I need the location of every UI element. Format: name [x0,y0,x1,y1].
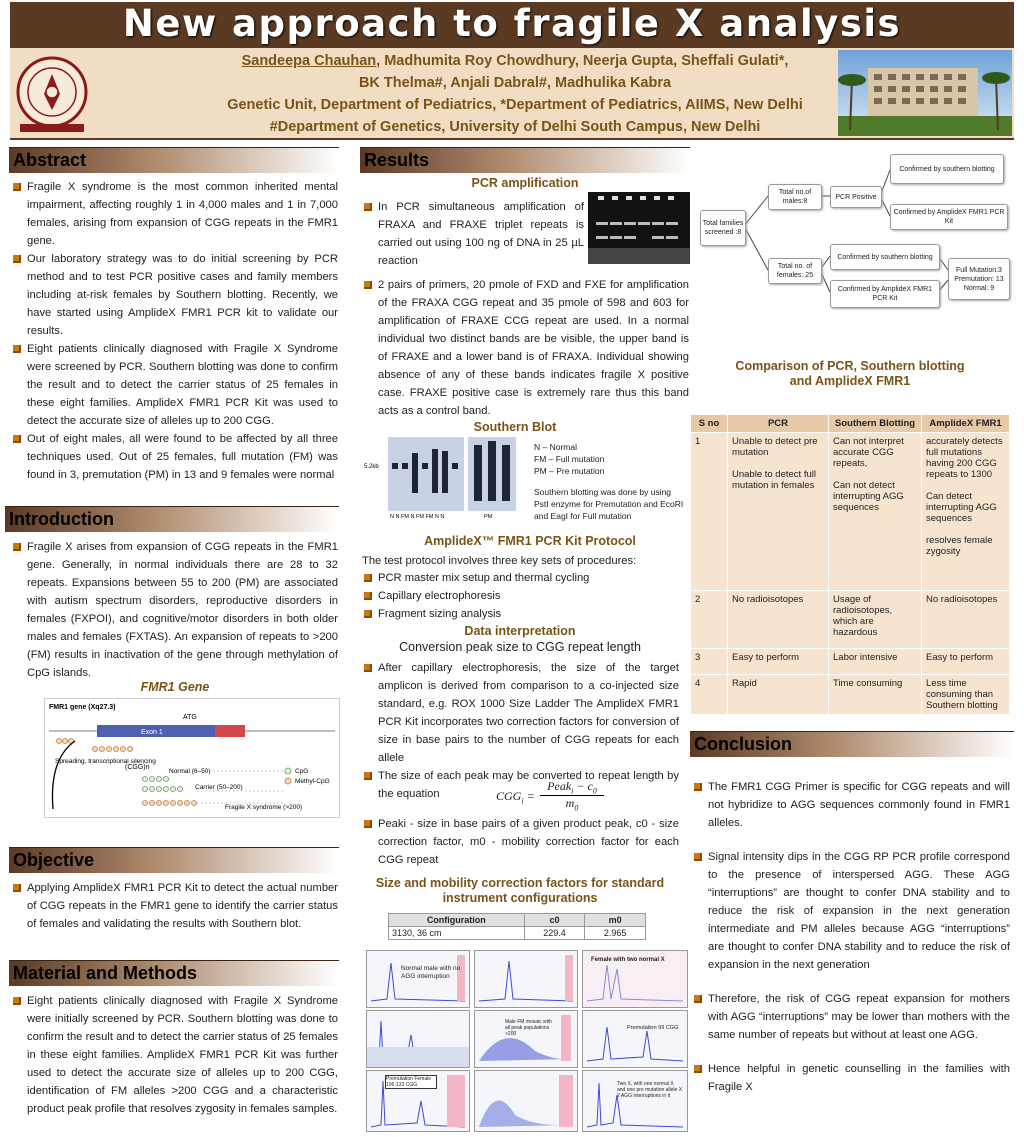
blot-size-label: 5.2kb [364,464,379,470]
comparison-cell: Rapid [728,675,829,715]
amplidex-steps [362,569,682,623]
amplidex-intro: The test protocol involves three key sets of procedures: [362,555,637,567]
pcr-amplification-title: PCR amplification [471,176,579,190]
amplidex-protocol-title: AmplideX™ FMR1 PCR Kit Protocol [424,534,636,548]
conclusion-item: Hence helpful in genetic counselling in the families with Fragile X [692,1060,1010,1096]
introduction-heading: Introduction [5,506,339,532]
comparison-cell: Can not interpret accurate CGG repeats, Can not detect interrupting AGG sequences [829,433,922,591]
spreading-label: Spreading, transcriptional silencing [55,758,156,765]
southern-note: Southern blotting was done by using PstI enzyme for Premutation and EcoRI and EagI for Full mutation [534,487,684,521]
objective-item: Applying AmplideX FMR1 PCR Kit to detect the actual number of CGG repeats in the FMR1 gene to identify the carrier status of females and validating the results with Southern blot. [11,879,338,933]
conclusion-item: Signal intensity dips in the CGG RP PCR profile correspond to the presence of interspersed AGG. These AGG “interruptions” are thought to confer DNA stability and to reduce the risk of expansion in the next generation intermediate and PM alleles because AGG “interruptions” are thought to confer DNA stability and to reduce the risk of expansion in the next generation [692,848,1010,974]
comparison-header: AmplideX FMR1 [922,415,1010,433]
pcr-gel-image [588,192,690,264]
carrier-label: Carrier (50–200) [195,784,243,791]
size-header: Configuration [389,914,525,927]
fmr1-gene-title: FMR1 Gene [140,680,210,694]
poster-title: New approach to fragile X analysis [122,2,902,45]
thumb-normal-male: Normal male with no AGG interruption [366,950,470,1008]
thumb-8 [474,1070,578,1132]
normal-label: Normal (6–50) [169,768,211,775]
pcr-item: 2 pairs of primers, 20 pmole of FXD and FXE for amplification of the FRAXA CGG repeat and 35 pmole of 598 and 603 for amplification of FRAXE CCG repeat are used. In a normal individual two distinct bands are be visible, the upper band is of FRAXE and a lower band is of FRAXA. Individual showing absence of any of these bands indicates fragile X positive case. FRAXE positive case is extremely rare thus this band acts as a control band. [362,276,689,420]
comparison-title: Comparison of PCR, Southern blotting and AmplideX FMR1 [735,359,965,388]
comparison-header: Southern Blotting [829,415,922,433]
cgg-label: (CGG)n [125,764,150,771]
size-cell: 229.4 [524,927,585,940]
flow-diagram [696,150,1014,350]
introduction-list [11,538,338,682]
thumb-2 [474,950,578,1008]
comparison-cell: No radioisotopes [728,591,829,649]
data-interpretation-title: Data interpretation [464,624,576,638]
abstract-heading: Abstract [9,147,339,173]
abstract-item: Our laboratory strategy was to do initial screening by PCR method and to test PCR positive cases and family members including at-risk females by Southern blotting. Recently, we have started using AmplideX FMR1 PCR kit to validate our results. [11,250,338,340]
comparison-header: PCR [728,415,829,433]
comparison-cell: Unable to detect pre mutation Unable to detect full mutation in females [728,433,829,591]
thumb-two-x-premutation: Two X, with one normal X and one pre mutation allele X 2 AGG interruptions in it [582,1070,688,1132]
presenting-author: Sandeepa Chauhan [241,53,377,69]
conclusion-item: Therefore, the risk of CGG repeat expansion for mothers with AGG “interruptions” may be lower than mothers with the same number of repeats but without at least one AGG. [692,990,1010,1044]
comparison-cell: No radioisotopes [922,591,1010,649]
full-mutation-label: Fragile X syndrome (>200) [225,804,303,811]
flow-confirmed-amplidex-males: Confirmed by AmplideX FMR1 PCR Kit [890,204,1008,230]
comparison-cell: 3 [691,649,728,675]
amplidex-step: Capillary electrophoresis [362,587,682,605]
peak-definition: Peaki - size in base pairs of a given product peak, c0 - size correction factor, m0 - mobility correction factor for each CGG repeat [362,815,679,869]
thumb-premutation-99: Premutation 99 CGG [582,1010,688,1068]
conclusion-item: The FMR1 CGG Primer is specific for CGG repeats and will not hybridize to AGG sequences commonly found in FMR1 alleles. [692,778,1010,832]
flow-total-males: Total no.of males:8 [768,184,822,210]
methyl-cpg-label: Methyl-CpG [295,778,330,785]
thumb-male-fm-mosaic: Male FM mosaic with all peak populations >200 [474,1010,578,1068]
comparison-header: S no [691,415,728,433]
comparison-cell: Easy to perform [728,649,829,675]
size-correction-table [388,913,646,940]
flow-confirmed-southern-females: Confirmed by southern blotting [830,244,940,270]
pcr-item: In PCR simultaneous amplification of FRAXA and FRAXE triplet repeats is carried out using 100 ng of DNA in 25 µL reaction [362,198,584,270]
comparison-table [690,414,1010,715]
comparison-cell: Less time consuming than Southern blotting [922,675,1010,715]
pcr-list-1 [362,198,584,270]
objective-heading: Objective [9,847,339,873]
affiliation-1: Genetic Unit, Department of Pediatrics, *Department of Pediatrics, AIIMS, New Delhi [227,97,803,113]
methods-item: Eight patients clinically diagnosed with Fragile X Syndrome were initially screened by PCR. Southern blotting was done to confirm the result and to detect the carrier status of 25 females in these eight families. AmplideX FMR1 PCR Kit was further used to detect the accurate size of alleles up to 200 CGG, identification of FM alleles >200 CGG and a characteristic product peak profile that resolves zygosity in females samples. [11,992,338,1118]
amplidex-step: PCR master mix setup and thermal cycling [362,569,682,587]
abstract-item: Out of eight males, all were found to be affected by all three techniques used. Out of 25 females, full mutation (FM) was found in 3, premutation (PM) in 13 and 9 females were normal [11,430,338,484]
peak-definition-list [362,815,679,869]
comparison-cell: 2 [691,591,728,649]
comparison-cell: accurately detects full mutations having 200 CGG repeats to 1300 Can detect interrupting AGG sequences resolves female zygosity [922,433,1010,591]
cgg-equation: $CGG_i$ = Peak$_i$ − $c_0$ $m_0$ [496,779,606,815]
authors-line-1 [150,50,880,72]
data-interpretation-subtitle: Conversion peak size to CGG repeat length [399,640,641,654]
campus-photo [838,50,1012,136]
abstract-list [11,178,338,484]
legend-premutation: PM – Pre mutation [534,466,605,476]
data-item: After capillary electrophoresis, the size of the target amplicon is derived from comparison to a co-injected size standard, e.g. ROX 1000 Size Ladder The AmplideX FMR1 PCR Kit incorporates two correction factors for conversion of size in base pairs to the number of CGG repeats for each allele [362,659,679,767]
methods-heading: Material and Methods [9,960,339,986]
thumb-4 [366,1010,470,1068]
authors-line-2: BK Thelma#, Anjali Dabral#, Madhulika Kabra [358,75,672,91]
southern-legend [534,441,684,477]
comparison-cell: Time consuming [829,675,922,715]
affiliation-2: #Department of Genetics, University of Delhi South Campus, New Delhi [269,119,761,135]
comparison-cell: Labor intensive [829,649,922,675]
results-heading: Results [360,147,690,173]
amplidex-step: Fragment sizing analysis [362,605,682,623]
comparison-cell: 4 [691,675,728,715]
size-correction-title: Size and mobility correction factors for standard instrument configurations [375,876,665,905]
flow-confirmed-southern-males: Confirmed by southern blotting [890,154,1004,184]
electropherogram-grid [366,950,692,1132]
atg-label: ATG [183,714,197,721]
thumb-female-two-normal: Female with two normal X [582,950,688,1008]
size-cell: 2.965 [585,927,646,940]
flow-pcr-positive: PCR Positive [830,186,882,208]
flow-total-females: Total no. of females: 25 [768,258,822,284]
conclusion-list [692,778,1010,1096]
fmr1-gene-figure [44,698,340,818]
blot-lane-labels: N N FM N FM FM N N [390,514,445,520]
abstract-item: Fragile X syndrome is the most common inherited mental impairment, affecting roughly 1 in 4,000 males and 1 in 7,000 females, arising from expansion of CGG repeats in the FMR1 gene. [11,178,338,250]
comparison-cell: 1 [691,433,728,591]
conclusion-heading: Conclusion [690,731,1014,757]
title-banner [10,2,1014,48]
size-cell: 3130, 36 cm [389,927,525,940]
southern-blot-title: Southern Blot [473,420,557,434]
comparison-cell: Usage of radioisotopes, which are hazardous [829,591,922,649]
blot-pm-label: PM [484,514,493,520]
introduction-item: Fragile X arises from expansion of CGG repeats in the FMR1 gene. Generally, in normal individuals there are 28 to 32 repeats. Expansions between 55 to 200 (PM) are associated with autism spectrum disorders, reproductive disorders in females (FXPOI), and cognitive/motor disorders in both older males and females (FXTAS). An expansion of repeats to >200 (FM) results in inactivation of the gene through methylation of CpG islands. [11,538,338,682]
institute-logo [14,54,90,134]
thumb-premutation-female: Premutation Female 106-133 CGG [366,1070,470,1132]
data-item: The size of each peak may be converted to repeat length by the equation [362,767,679,803]
size-header: c0 [524,914,585,927]
flow-result-summary: Full Mutation:3 Premutation: 13 Normal: 9 [948,258,1010,300]
legend-full-mutation: FM – Full mutation [534,454,605,464]
methods-list [11,992,338,1118]
exon-label: Exon 1 [141,729,163,736]
flow-confirmed-amplidex-females: Confirmed by AmplideX FMR1 PCR Kit [830,280,940,308]
authors-block [150,50,880,138]
legend-normal: N – Normal [534,442,577,452]
size-header: m0 [585,914,646,927]
objective-list [11,879,338,933]
southern-blot-image [362,435,520,521]
abstract-item: Eight patients clinically diagnosed with Fragile X Syndrome were screened by PCR. Southern blotting was done to confirm the result and to detect the carrier status of 25 females in these eight families. AmplideX FMR1 PCR Kit was used to detect the accurate size of alleles up to 200 CGG. [11,340,338,430]
comparison-cell: Easy to perform [922,649,1010,675]
flow-total-families: Total families screened :8 [700,210,746,246]
pcr-list-2 [362,276,689,420]
cpg-label: CpG [295,768,309,775]
authors-rest: , Madhumita Roy Chowdhury, Neerja Gupta, Sheffali Gulati*, [376,53,789,69]
gene-label: FMR1 gene (Xq27.3) [49,704,116,711]
